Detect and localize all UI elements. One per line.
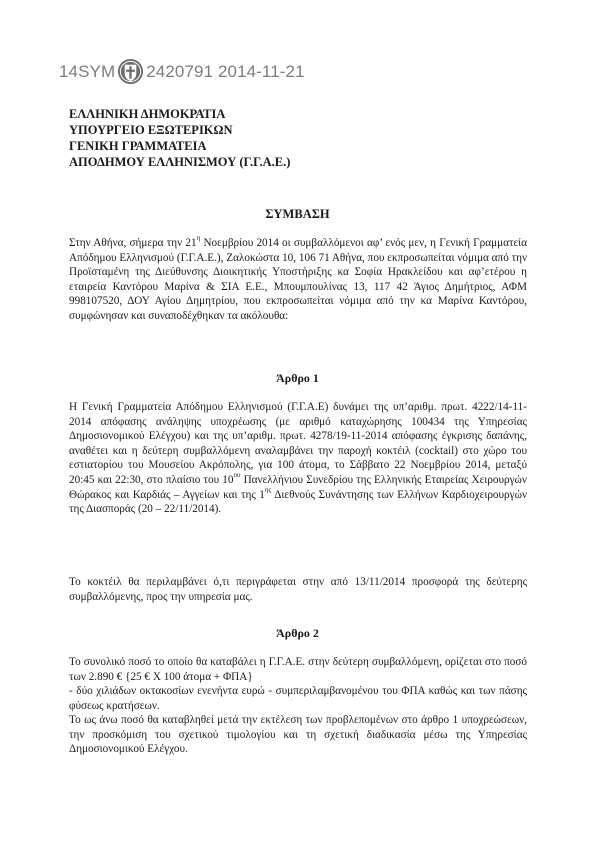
article-1-sup-2: ης <box>264 485 272 494</box>
stamp-prefix: 14SYM <box>59 61 116 81</box>
stamp-suffix: 2420791 2014-11-21 <box>146 61 305 81</box>
document-title: ΣΥΜΒΑΣΗ <box>265 207 330 221</box>
article-1-text-a: Η Γενική Γραμματεία Απόδημου Ελληνισμού (Γ.Γ.Α.Ε) δυνάμει της υπ’αριθμ. πρωτ. 4222/14-11-2014 απόφασης ανάληψης υποχρέωσης (με αριθμό καταχώρησης 100434 της Υπηρεσίας Δημοσιονομικού Ελέγχου) και της υπ’αριθμ. πρωτ. 4278/19-11-2014 απόφασης έγκρισης δαπάνης, αναθέτει και η δεύτερη συμβαλλόμενη αναλαμβάνει την παροχή κοκτέιλ (cocktail) στο χώρο του εστιατορίου του Μουσείου Ακρόπολης, για 100 άτομα, το Σάββατο 22 Νοεμβρίου 2014, μεταξύ 20:45 και 22:30, στο πλαίσιο του 10 <box>69 401 527 486</box>
article-1-text-b: Πανελλήνιου Συνεδρίου της Ελληνικής Εταιρείας Χειρουργών Θώρακος και Καρδιάς – Αγγείων και της 1 <box>69 473 527 501</box>
greek-emblem-icon <box>117 58 144 85</box>
intro-superscript: η <box>196 234 201 242</box>
ministry-header <box>69 106 290 170</box>
article-2-paragraph-1: Το συνολικό ποσό το οποίο θα καταβάλει η Γ.Γ.Α.Ε. στην δεύτερη συμβαλλόμενη, ορίζεται στο ποσό των 2.890 € {25 € Χ 100 άτομα + ΦΠΑ} <box>69 656 527 683</box>
header-line-4: ΑΠΟΔΗΜΟΥ ΕΛΛΗΝΙΣΜΟΥ (Γ.Γ.Α.Ε.) <box>69 155 291 169</box>
article-1-text-c: Διεθνούς Συνάντησης των Ελλήνων Καρδιοχειρουργών της Διασποράς (20 – 22/11/2014). <box>69 488 527 516</box>
article-1-paragraph-1 <box>69 400 527 517</box>
article-1-heading: Άρθρο 1 <box>276 371 319 385</box>
intro-text-end: Νοεμβρίου 2014 οι συμβαλλόμενοι αφ’ ενός μεν, η Γενική Γραμματεία Απόδημου Ελληνισμού (Γ.Γ.Α.Ε.), Ζαλοκώστα 10, 106 71 Αθήνα, που εκπροσωπείται νόμιμα από την Προϊσταμένη της Διεύθυνσης Διοικητικής Υποστήριξης κα Σοφία Ηρακλείδου και αφ’ετέρου η εταιρεία Καντόρου Μαρίνα & ΣΙΑ Ε.Ε., Μπουμπουλίνας 13, 117 42 Άγιος Δημήτριος, ΑΦΜ 998107520, ΔΟΥ Αγίου Δημητρίου, που εκπροσωπείται νόμιμα από την κα Μαρίνα Καντόρου, συμφώνησαν και συναποδέχθηκαν τα ακόλουθα: <box>69 237 528 322</box>
article-1-sup-1: ου <box>233 470 241 479</box>
article-2-paragraph-2: - δύο χιλιάδων οκτακοσίων ενενήντα ευρώ - συμπεριλαμβανομένου του ΦΠΑ καθώς και των πάσης φύσεως κρατήσεων. <box>69 685 527 712</box>
header-line-1: ΕΛΛΗΝΙΚΗ ΔΗΜΟΚΡΑΤΙΑ <box>69 107 226 121</box>
article-1-paragraph-2: Το κοκτέιλ θα περιλαμβάνει ό,τι περιγράφεται στην από 13/11/2014 προσφορά της δεύτερης συμβαλλόμενης, προς την υπηρεσία μας. <box>69 576 527 603</box>
header-line-2: ΥΠΟΥΡΓΕΙΟ ΕΞΩΤΕΡΙΚΩΝ <box>69 123 233 137</box>
article-2-paragraph-3: Το ως άνω ποσό θα καταβληθεί μετά την εκτέλεση των προβλεπομένων στο άρθρο 1 υποχρεώσεων, την προσκόμιση του σχετικού τιμολογίου και τη σχετική διαδικασία μέσω της Υπηρεσίας Δημοσιονομικού Ελέγχου. <box>69 714 527 756</box>
intro-paragraph <box>69 236 527 324</box>
article-2-heading: Άρθρο 2 <box>276 626 319 640</box>
document-id-stamp <box>59 58 305 85</box>
intro-text-start: Στην Αθήνα, σήμερα την 21 <box>69 237 197 249</box>
header-line-3: ΓΕΝΙΚΗ ΓΡΑΜΜΑΤΕΙΑ <box>69 139 207 153</box>
